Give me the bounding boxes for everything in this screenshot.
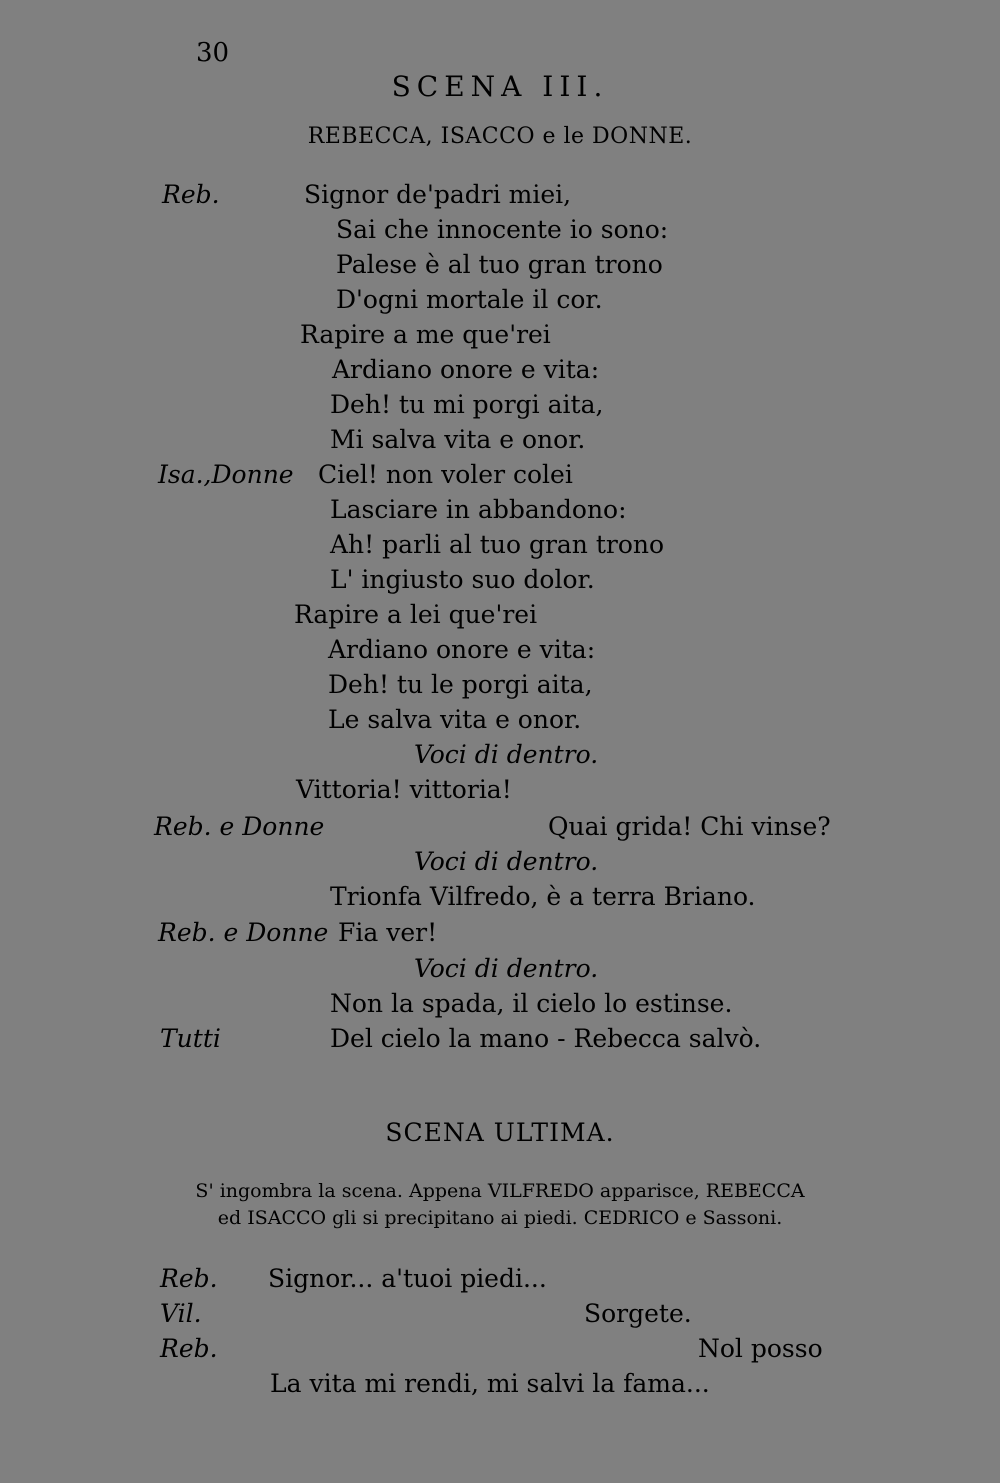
verse-line: Quai grida! Chi vinse?	[548, 812, 831, 841]
speaker-label: Reb.	[160, 1264, 218, 1293]
verse-line: Le salva vita e onor.	[328, 705, 582, 734]
verse-line: Ardiano onore e vita:	[328, 635, 596, 664]
verse-line: D'ogni mortale il cor.	[336, 285, 603, 314]
verse-line: La vita mi rendi, mi salvi la fama...	[270, 1369, 710, 1398]
stage-direction	[0, 1178, 1000, 1232]
speaker-label: Tutti	[160, 1024, 221, 1053]
verse-line: Vittoria! vittoria!	[296, 775, 512, 804]
scene-characters: REBECCA, ISACCO e le DONNE.	[307, 124, 693, 149]
stage-direction: Voci di dentro.	[414, 740, 599, 769]
speaker-label: Reb.	[160, 1334, 218, 1363]
stage-direction-line: ed ISACCO gli si precipitano ai piedi. CEDRICO e Sassoni.	[217, 1207, 783, 1229]
speaker-label: Isa.,Donne	[158, 460, 294, 489]
verse-line: Nol posso	[698, 1334, 823, 1363]
verse-line: Sorgete.	[584, 1299, 692, 1328]
verse-line: Deh! tu le porgi aita,	[328, 670, 593, 699]
speaker-label: Reb.	[162, 180, 220, 209]
scene-title: SCENA III.	[391, 70, 609, 103]
speaker-label: Reb. e Donne	[158, 918, 329, 947]
verse-line: Sai che innocente io sono:	[336, 215, 669, 244]
speaker-label: Vil.	[160, 1299, 202, 1328]
stage-direction-line: S' ingombra la scena. Appena VILFREDO apparisce, REBECCA	[195, 1180, 805, 1202]
verse-line: Rapire a me que'rei	[300, 320, 551, 349]
scene-title: SCENA ULTIMA.	[385, 1118, 615, 1147]
verse-line: Non la spada, il cielo lo estinse.	[330, 989, 733, 1018]
stage-direction: Voci di dentro.	[414, 847, 599, 876]
verse-line: Del cielo la mano - Rebecca salvò.	[330, 1024, 762, 1053]
verse-line: Ardiano onore e vita:	[332, 355, 600, 384]
stage-direction: Voci di dentro.	[414, 954, 599, 983]
verse-line: L' ingiusto suo dolor.	[330, 565, 595, 594]
verse-line: Signor... a'tuoi piedi...	[268, 1264, 547, 1293]
page-number: 30	[196, 38, 230, 68]
verse-line: Rapire a lei que'rei	[294, 600, 538, 629]
verse-line: Ah! parli al tuo gran trono	[330, 530, 665, 559]
verse-line: Deh! tu mi porgi aita,	[330, 390, 604, 419]
speaker-label: Reb. e Donne	[154, 812, 325, 841]
verse-line: Lasciare in abbandono:	[330, 495, 627, 524]
verse-line: Trionfa Vilfredo, è a terra Briano.	[330, 882, 756, 911]
verse-line: Signor de'padri miei,	[304, 180, 572, 209]
verse-line: Ciel! non voler colei	[318, 460, 573, 489]
verse-line: Mi salva vita e onor.	[330, 425, 586, 454]
verse-line: Palese è al tuo gran trono	[336, 250, 663, 279]
verse-line: Fia ver!	[338, 918, 438, 947]
